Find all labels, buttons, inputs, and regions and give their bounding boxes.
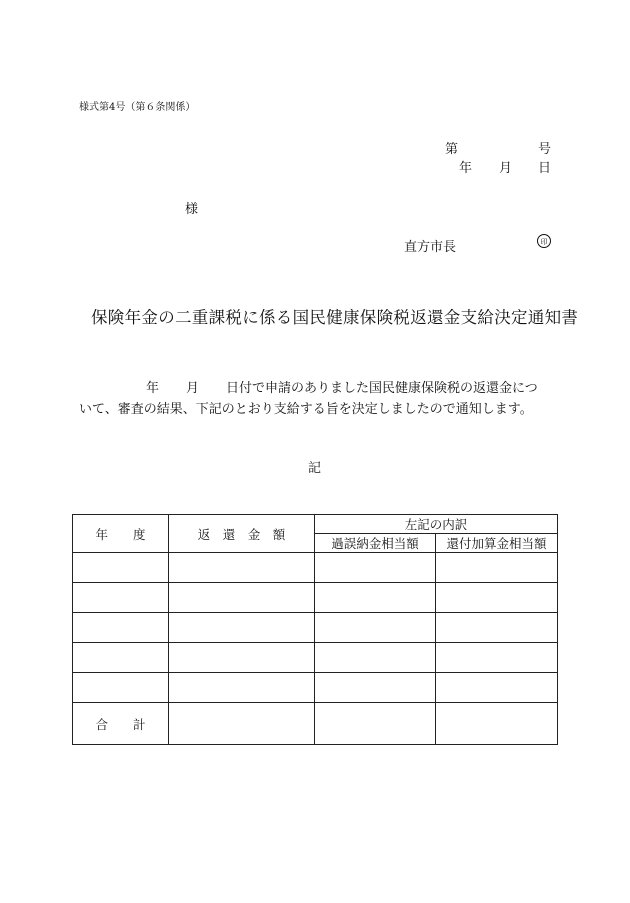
total-row <box>73 703 558 745</box>
table-cell <box>73 553 169 583</box>
issuer-name: 直方市長 <box>404 240 457 255</box>
header-refund-amount: 返 還 金 額 <box>169 515 315 553</box>
header-overpayment: 過誤納金相当額 <box>315 534 436 553</box>
table-cell <box>315 703 436 745</box>
table-cell <box>315 553 436 583</box>
table-cell <box>315 673 436 703</box>
table-cell <box>436 583 558 613</box>
document-title: 保険年金の二重課税に係る国民健康保険税返還金支給決定通知書 <box>91 308 579 327</box>
table-cell <box>73 673 169 703</box>
date-month: 月 <box>499 161 513 176</box>
seal-mark: 印 <box>537 234 551 248</box>
table-cell <box>169 583 315 613</box>
ki-heading: 記 <box>308 461 322 476</box>
table-row <box>73 553 558 583</box>
table-row <box>73 583 558 613</box>
addressee-honorific: 様 <box>185 202 199 217</box>
body-line-2: いて、審査の結果、下記のとおり支給する旨を決定しましたので通知します。 <box>79 402 533 417</box>
table-cell <box>169 643 315 673</box>
table-cell <box>169 553 315 583</box>
table-cell <box>315 613 436 643</box>
document-number-prefix: 第 <box>445 142 459 157</box>
body-line-1: 日付で申請のありました国民健康保険税の返還金につ <box>226 381 538 396</box>
body-year: 年 <box>146 381 160 396</box>
table-cell <box>436 643 558 673</box>
table-cell <box>436 703 558 745</box>
form-number: 様式第4号（第６条関係） <box>79 102 196 113</box>
table-row <box>73 673 558 703</box>
table-cell <box>169 673 315 703</box>
table-cell <box>436 613 558 643</box>
document-number-suffix: 号 <box>538 142 552 157</box>
header-breakdown: 左記の内訳 <box>315 515 558 534</box>
table-cell <box>73 613 169 643</box>
table-cell <box>436 673 558 703</box>
table-cell <box>169 703 315 745</box>
table-cell <box>73 583 169 613</box>
table-row <box>73 613 558 643</box>
table-row <box>73 643 558 673</box>
date-day: 日 <box>538 161 552 176</box>
total-label: 合 計 <box>73 703 169 745</box>
refund-table <box>72 514 558 745</box>
table-cell <box>169 613 315 643</box>
header-refund-addition: 還付加算金相当額 <box>436 534 558 553</box>
table-cell <box>315 643 436 673</box>
date-year: 年 <box>459 161 473 176</box>
table-cell <box>73 643 169 673</box>
header-year: 年 度 <box>73 515 169 553</box>
table-cell <box>315 583 436 613</box>
table-cell <box>436 553 558 583</box>
body-month: 月 <box>186 381 200 396</box>
